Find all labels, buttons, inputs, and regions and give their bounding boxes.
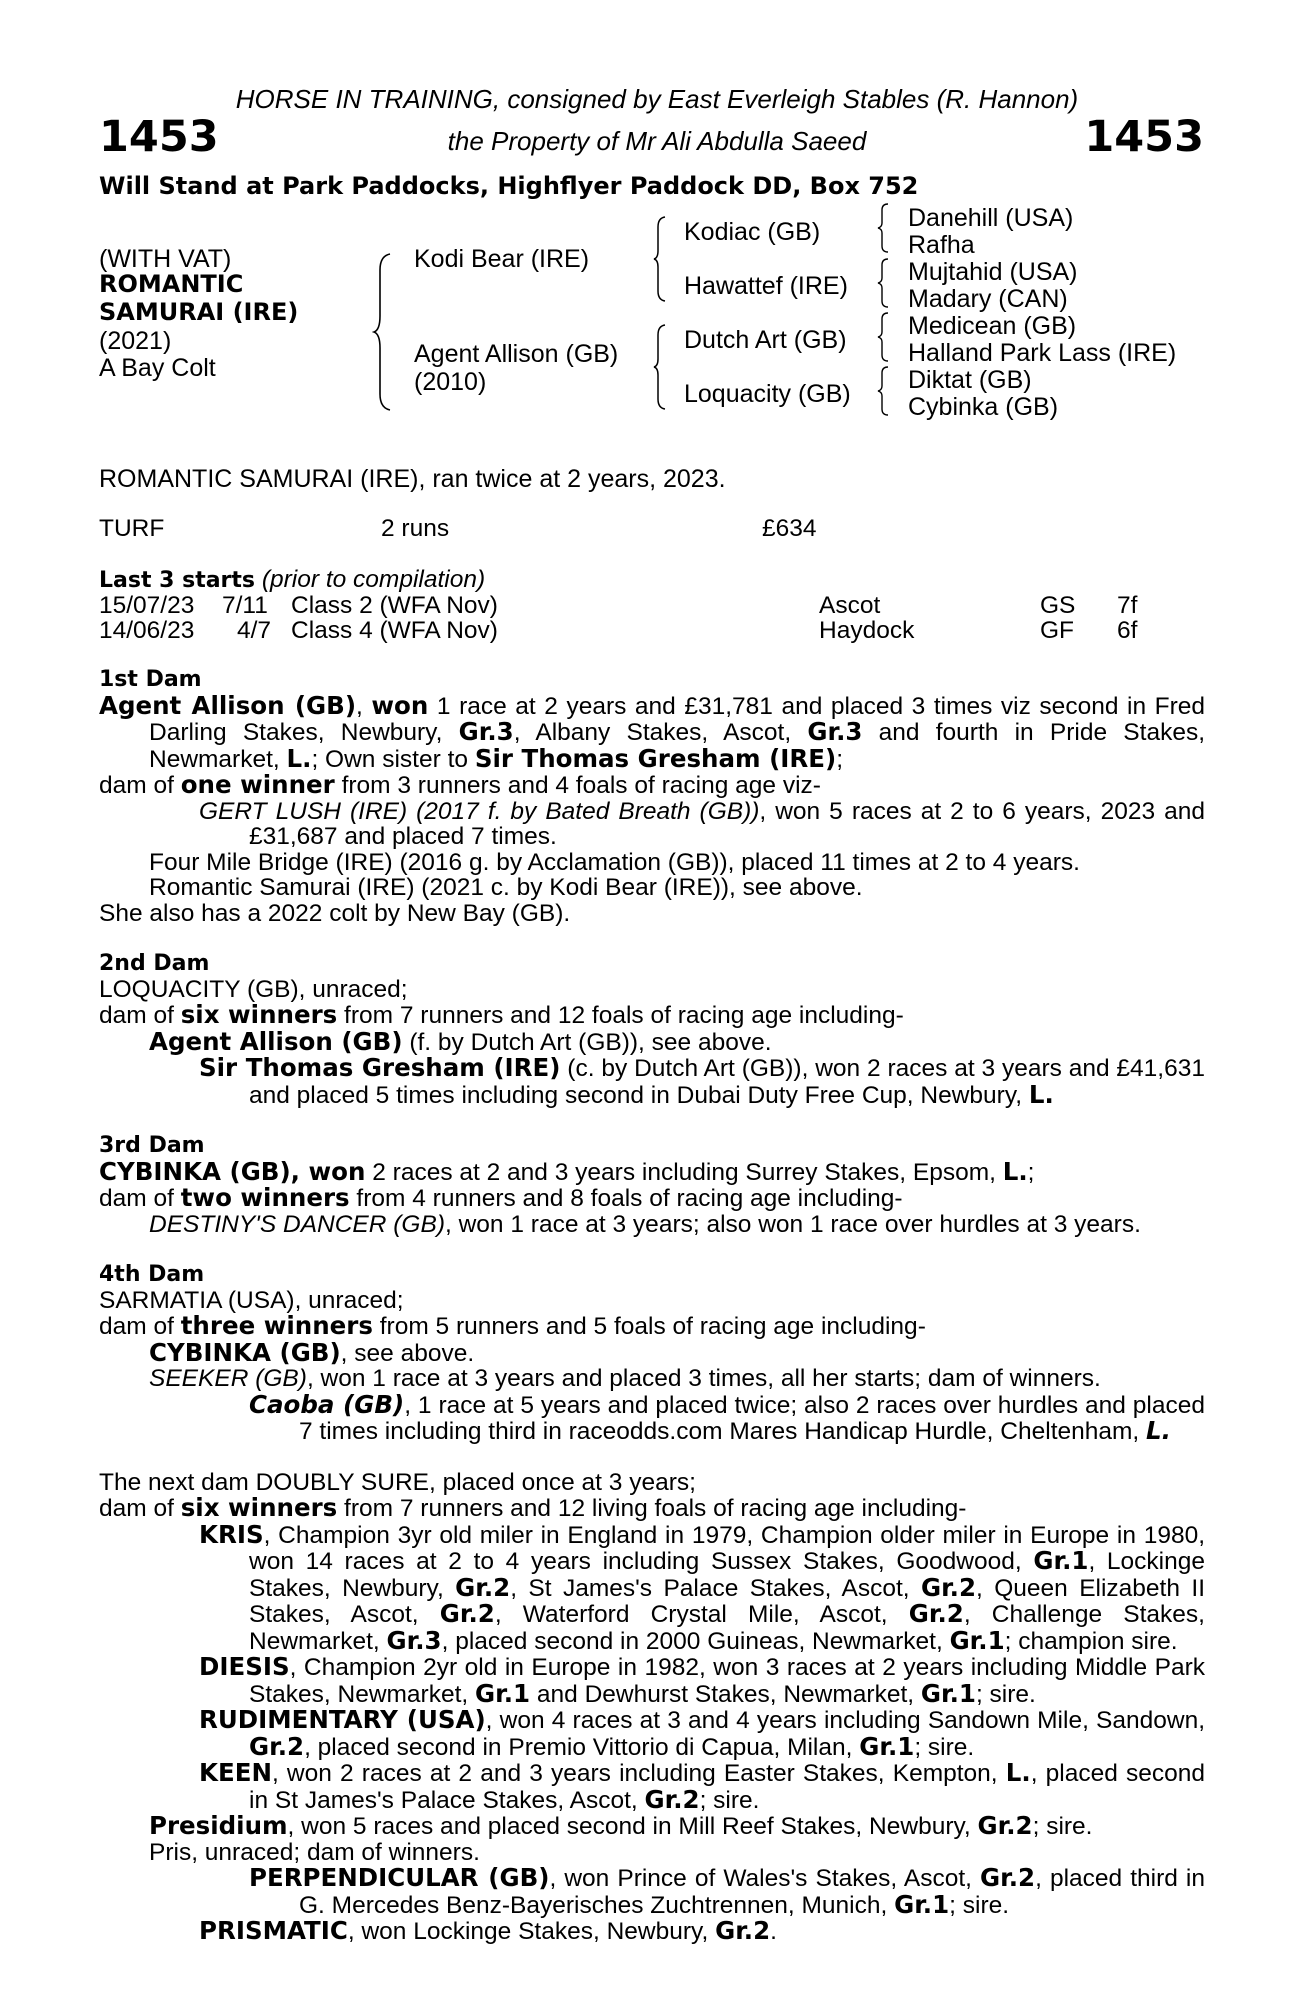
grade-label: Gr.3	[458, 717, 514, 746]
turf-label: TURF	[99, 515, 165, 542]
start-position: 4/7	[237, 617, 272, 644]
pedigree-brace-ss	[876, 202, 890, 254]
grade-label: Gr.3	[807, 717, 863, 746]
pedigree-dam-year: (2010)	[414, 368, 487, 396]
fourth-dam-produce-item: SEEKER (GB), won 1 race at 3 years and placed 3 times, all her starts; dam of winners.	[149, 1365, 1101, 1392]
stand-location: Will Stand at Park Paddocks, Highflyer Paddock DD, Box 752	[99, 172, 919, 200]
second-dam-produce-line: dam of six winners from 7 runners and 12 foals of racing age including-	[99, 1000, 904, 1029]
pedigree-ssd: Rafha	[908, 231, 975, 259]
pedigree-ds: Dutch Art (GB)	[684, 326, 847, 354]
next-dam-produce-item: KRIS, Champion 3yr old miler in England in 1979, Champion older miler in Europe in 1980, won 14 races at 2 to 4 years including Sussex Stakes, Goodwood, Gr.1, Lockinge Stakes, Newbury, Gr.2, St James's Palace Stakes, Ascot, Gr.2, Queen Elizabeth II Stakes, Ascot, Gr.2, Waterford Crystal Mile, Ascot, Gr.2, Challenge Stakes, Newmarket, Gr.3, placed second in 2000 Guineas, Newmarket, Gr.1; champion sire.	[199, 1519, 1205, 1655]
first-dam-produce-item: GERT LUSH (IRE) (2017 f. by Bated Breath (GB)), won 5 races at 2 to 6 years, 2023 and £31,687 and placed 7 times.	[199, 797, 1205, 850]
start-course: Ascot	[819, 592, 881, 619]
consignment-line: HORSE IN TRAINING, consigned by East Everleigh Stables (R. Hannon)	[235, 84, 1079, 114]
next-dam-produce-item: RUDIMENTARY (USA), won 4 races at 3 and 4 years including Sandown Mile, Sandown, Gr.2, placed second in Premio Vittorio di Capua, Milan, Gr.1; sire.	[199, 1705, 1206, 1761]
start-date: 15/07/23	[99, 592, 195, 619]
next-dam-produce-line: dam of six winners from 7 runners and 12 living foals of racing age including-	[99, 1493, 967, 1522]
next-dam-produce-item: PERPENDICULAR (GB), won Prince of Wales's Stakes, Ascot, Gr.2, placed third in G. Mercedes Benz-Bayerisches Zuchtrennen, Munich, Gr.1; sire.	[249, 1863, 1205, 1919]
next-dam-line: The next dam DOUBLY SURE, placed once at 3 years;	[99, 1468, 696, 1496]
pedigree-ddd: Cybinka (GB)	[908, 393, 1059, 421]
pedigree-dam: Agent Allison (GB)	[414, 340, 619, 368]
third-dam-produce-line: dam of two winners from 4 runners and 8 foals of racing age including-	[99, 1183, 903, 1212]
start-date: 14/06/23	[99, 617, 195, 644]
next-dam-section	[99, 1470, 1205, 1945]
horse-name-line2: SAMURAI (IRE)	[99, 298, 299, 326]
fourth-dam-produce-item: CYBINKA (GB), see above.	[149, 1337, 475, 1367]
first-dam-sister: Sir Thomas Gresham (IRE)	[474, 743, 837, 773]
pedigree-dds: Diktat (GB)	[908, 366, 1032, 394]
third-dam-record: CYBINKA (GB), won 2 races at 2 and 3 years including Surrey Stakes, Epsom, L.;	[99, 1156, 1035, 1186]
horse-description: A Bay Colt	[99, 354, 216, 382]
first-dam-record: Agent Allison (GB), won 1 race at 2 years and £31,781 and placed 3 times viz second in Fred Darling Stakes, Newbury, Gr.3, Albany Stakes, Ascot, Gr.3 and fourth in Pride Stakes, Newmarket, L.; Own sister to Sir Thomas Gresham (IRE);	[99, 690, 1206, 773]
last-starts-heading	[99, 566, 485, 594]
listed-label: L.	[286, 743, 312, 773]
next-dam-produce-item: PRISMATIC, won Lockinge Stakes, Newbury, Gr.2.	[199, 1916, 777, 1945]
pedigree-brace-main	[372, 252, 394, 412]
fourth-dam-line: SARMATIA (USA), unraced;	[99, 1286, 404, 1314]
pedigree-sire: Kodi Bear (IRE)	[414, 245, 590, 273]
pedigree-brace-sire	[652, 215, 668, 303]
start-going: GF	[1040, 617, 1075, 644]
start-going: GS	[1040, 592, 1076, 619]
start-class: Class 2 (WFA Nov)	[291, 592, 498, 619]
property-line: the Property of Mr Ali Abdulla Saeed	[447, 126, 867, 156]
next-dam-produce-item: KEEN, won 2 races at 2 and 3 years including Easter Stakes, Kempton, L., placed second in St James's Palace Stakes, Ascot, Gr.2; sire.	[199, 1758, 1205, 1814]
fourth-dam-produce-line: dam of three winners from 5 runners and 5 foals of racing age including-	[99, 1311, 926, 1340]
first-dam-produce-item: Romantic Samurai (IRE) (2021 c. by Kodi Bear (IRE)), see above.	[149, 874, 863, 901]
fourth-dam-section	[99, 1262, 1205, 1445]
pedigree-sdd: Madary (CAN)	[908, 285, 1068, 313]
catalogue-body	[99, 667, 1205, 1945]
second-dam-produce-item: Agent Allison (GB) (f. by Dutch Art (GB)), see above.	[149, 1026, 772, 1056]
start-distance: 6f	[1117, 617, 1138, 644]
start-course: Haydock	[819, 617, 915, 644]
pedigree-sd: Hawattef (IRE)	[684, 272, 848, 300]
pedigree-dss: Medicean (GB)	[908, 312, 1077, 340]
first-dam-produce-item: Four Mile Bridge (IRE) (2016 g. by Acclamation (GB)), placed 11 times at 2 to 4 years.	[149, 848, 1080, 876]
start-distance: 7f	[1117, 592, 1138, 619]
pedigree-dsd: Halland Park Lass (IRE)	[908, 339, 1177, 367]
last-starts-title: Last 3 starts	[99, 568, 256, 593]
first-dam-won: won	[371, 690, 429, 720]
pedigree-brace-dam	[652, 323, 668, 411]
turf-earnings: £634	[762, 515, 817, 542]
next-dam-produce-item: Pris, unraced; dam of winners.	[149, 1838, 480, 1866]
pedigree-sds: Mujtahid (USA)	[908, 258, 1078, 286]
pedigree-ss: Kodiac (GB)	[684, 218, 821, 246]
start-position: 7/11	[222, 592, 268, 619]
start-class: Class 4 (WFA Nov)	[291, 617, 498, 644]
fourth-dam-heading: 4th Dam	[99, 1262, 205, 1287]
next-dam-produce-item: DIESIS, Champion 2yr old in Europe in 1982, won 3 races at 2 years including Middle Park Stakes, Newmarket, Gr.1 and Dewhurst Stakes, Newmarket, Gr.1; sire.	[199, 1652, 1205, 1708]
third-dam-section	[99, 1133, 1205, 1237]
second-dam-heading: 2nd Dam	[99, 951, 210, 976]
horse-year: (2021)	[99, 327, 172, 355]
first-dam-note: She also has a 2022 colt by New Bay (GB).	[99, 899, 571, 927]
pedigree-brace-ds	[876, 311, 890, 363]
next-dam-produce-item: Presidium, won 5 races and placed second in Mill Reef Stakes, Newbury, Gr.2; sire.	[149, 1811, 1093, 1840]
horse-name-line1: ROMANTIC	[99, 270, 244, 298]
lot-number-right: 1453	[1084, 112, 1204, 162]
first-dam-name: Agent Allison (GB)	[99, 690, 357, 720]
third-dam-heading: 3rd Dam	[99, 1133, 205, 1158]
first-dam-produce-line: dam of one winner from 3 runners and 4 foals of racing age viz-	[99, 770, 821, 799]
third-dam-produce-item: DESTINY'S DANCER (GB), won 1 race at 3 years; also won 1 race over hurdles at 3 years.	[149, 1210, 1141, 1238]
first-dam-heading: 1st Dam	[99, 667, 202, 692]
pedigree-brace-sd	[876, 257, 890, 309]
last-starts-note: (prior to compilation)	[261, 566, 486, 593]
pedigree-dd: Loquacity (GB)	[684, 380, 851, 408]
racing-summary: ROMANTIC SAMURAI (IRE), ran twice at 2 years, 2023.	[99, 465, 726, 493]
pedigree-sss: Danehill (USA)	[908, 204, 1074, 232]
fourth-dam-produce-item: Caoba (GB), 1 race at 5 years and placed twice; also 2 races over hurdles and placed 7 times including third in raceodds.com Mares Handicap Hurdle, Cheltenham, L.	[249, 1389, 1205, 1445]
second-dam-line: LOQUACITY (GB), unraced;	[99, 975, 408, 1003]
turf-runs: 2 runs	[381, 515, 450, 542]
second-dam-section	[99, 951, 1205, 1108]
vat-label: (WITH VAT)	[99, 245, 232, 273]
pedigree-brace-dd	[876, 365, 890, 417]
lot-number-left: 1453	[99, 112, 219, 162]
second-dam-produce-item: Sir Thomas Gresham (IRE) (c. by Dutch Art (GB)), won 2 races at 3 years and £41,631 and placed 5 times including second in Dubai Duty Free Cup, Newbury, L.	[199, 1053, 1205, 1109]
first-dam-section	[99, 667, 1205, 926]
